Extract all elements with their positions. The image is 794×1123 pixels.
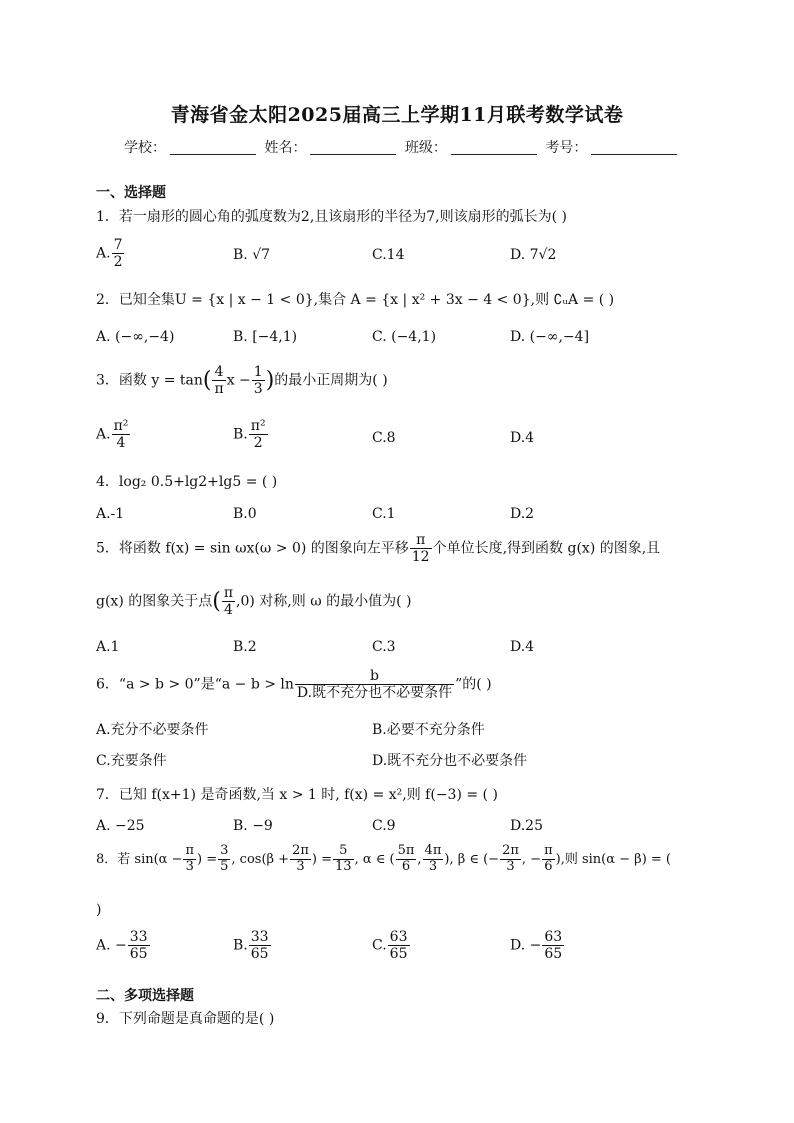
name-label: 姓名： xyxy=(264,140,307,156)
q4-option-a[interactable]: A.-1 xyxy=(96,506,125,522)
class-blank[interactable] xyxy=(451,140,537,155)
q2-option-b[interactable]: B. [−4,1) xyxy=(233,329,298,345)
q3-option-a[interactable]: A. $\frac{\text{π²}}{4}$ xyxy=(96,418,129,452)
question-9-stem: 9．下列命题是真命题的是( ) xyxy=(96,1011,275,1027)
q1-option-b[interactable]: B. √7 xyxy=(233,247,271,263)
question-2-stem: 2．已知全集U = {x | x − 1 < 0},集合 A = {x | x² + 3x − 4 < 0},则 ∁ᵤA = ( ) xyxy=(96,292,615,308)
q6-option-b[interactable]: B.必要不充分条件 xyxy=(372,722,485,738)
q7-option-c[interactable]: C.9 xyxy=(372,818,396,834)
q5-option-c[interactable]: C.3 xyxy=(372,639,396,655)
q4-option-c[interactable]: C.1 xyxy=(372,506,396,522)
question-4-stem: 4．log₂ 0.5+lg2+lg5 = ( ) xyxy=(96,474,278,490)
question-1-stem: 1．若一扇形的圆心角的弧度数为2,且该扇形的半径为7,则该扇形的弧长为( ) xyxy=(96,209,567,225)
q2-option-c[interactable]: C. (−4,1) xyxy=(372,329,437,345)
q8-option-a[interactable]: A. − $\frac{33}{65}$ xyxy=(96,929,148,963)
school-blank[interactable] xyxy=(170,140,256,155)
q4-option-b[interactable]: B.0 xyxy=(233,506,257,522)
question-3-stem: 3．函数 y = tan( $\frac{4}{\pi}$ x − $\frac{1}{3}$ )的最小正周期为( ) xyxy=(96,364,388,398)
q4-option-d[interactable]: D.2 xyxy=(510,506,535,522)
q7-option-a[interactable]: A. −25 xyxy=(96,818,145,834)
q1-option-d[interactable]: D. 7√2 xyxy=(510,247,557,263)
school-label: 学校： xyxy=(124,140,166,156)
q7-option-d[interactable]: D.25 xyxy=(510,818,543,834)
q1-option-c[interactable]: C.14 xyxy=(372,247,405,263)
q5-option-a[interactable]: A.1 xyxy=(96,639,120,655)
q3-option-c[interactable]: C.8 xyxy=(372,430,396,446)
section-heading-multi-choice: 二、多项选择题 xyxy=(96,988,194,1004)
question-8-stem-line1: 8．若 sin(α − $\frac{\pi}{3}$ ) = $\frac{3}{5}$ , cos(β + $\frac{2\pi}{3}$ ) = $\frac{5}{13}$ , α ∈ ( $\frac{5\pi}{6}$ , $\frac{4\pi}{3}$ ), β ∈ (− $\frac{2\pi}{3}$ , − $\frac{\pi}{6}$ ),则 sin(α − β) = ( xyxy=(96,843,672,874)
name-blank[interactable] xyxy=(310,140,396,155)
q3-option-d[interactable]: D.4 xyxy=(510,430,535,446)
section-heading-single-choice: 一、选择题 xyxy=(96,185,166,201)
q5-option-d[interactable]: D.4 xyxy=(510,639,535,655)
question-5-stem-line1: 5．将函数 f(x) = sin ωx(ω > 0) 的图象向左平移 $\frac{\pi}{12}$ 个单位长度,得到函数 g(x) 的图象,且 xyxy=(96,532,661,566)
q8-option-c[interactable]: C. $\frac{63}{65}$ xyxy=(372,929,408,963)
q6-option-c[interactable]: C.充要条件 xyxy=(96,753,167,769)
question-8-stem-line2: ) xyxy=(96,902,102,918)
q1-option-a[interactable]: A. $\frac{7}{2}$ xyxy=(96,237,123,271)
q2-option-d[interactable]: D. (−∞,−4] xyxy=(510,329,590,345)
q3-option-b[interactable]: B. $\frac{\text{π²}}{2}$ xyxy=(233,418,266,452)
q2-option-a[interactable]: A. (−∞,−4) xyxy=(96,329,175,345)
q6-option-a[interactable]: A.充分不必要条件 xyxy=(96,722,209,738)
student-info-line xyxy=(124,137,681,157)
question-7-stem: 7．已知 f(x+1) 是奇函数,当 x > 1 时, f(x) = x²,则 f(−3) = ( ) xyxy=(96,787,498,803)
q8-option-d[interactable]: D. − $\frac{63}{65}$ xyxy=(510,929,563,963)
number-label: 考号： xyxy=(545,140,588,156)
class-label: 班级： xyxy=(404,140,447,156)
exam-title: 青海省金太阳2025届高三上学期11月联考数学试卷 xyxy=(170,104,624,126)
q7-option-b[interactable]: B. −9 xyxy=(233,818,273,834)
number-blank[interactable] xyxy=(591,140,677,155)
question-6-stem: 6．“a > b > 0”是“a − b > ln $\frac{b}{\text{D.既不充分也不必要条件}}$ ”的( ) xyxy=(96,668,492,702)
q8-option-b[interactable]: B. $\frac{33}{65}$ xyxy=(233,929,269,963)
question-5-stem-line2: g(x) 的图象关于点( $\frac{\pi}{4}$ ,0) 对称,则 ω 的最小值为( ) xyxy=(96,585,412,619)
q1-a-fraction: $\frac{7}{2}$ xyxy=(113,237,123,271)
q6-option-d[interactable]: D.既不充分也不必要条件 xyxy=(372,753,528,769)
q5-option-b[interactable]: B.2 xyxy=(233,639,257,655)
